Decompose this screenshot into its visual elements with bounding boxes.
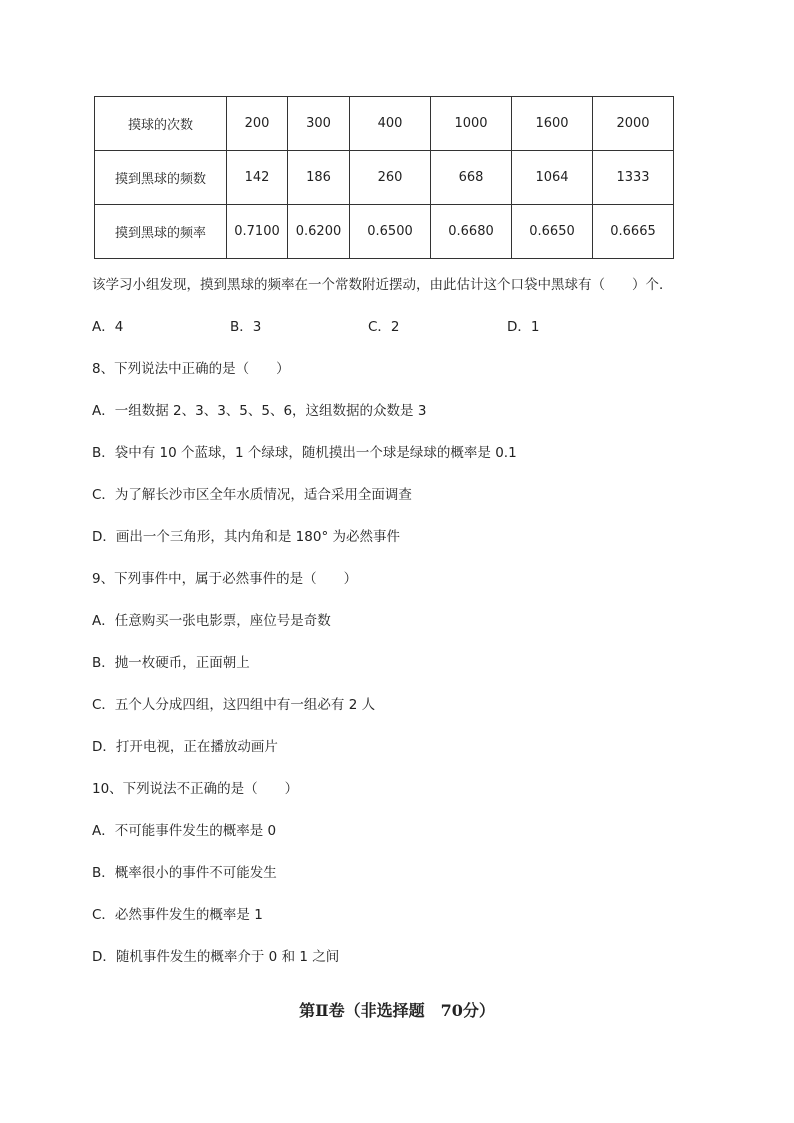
table-cell: 1600 xyxy=(512,97,593,151)
table-cell: 142 xyxy=(227,151,288,205)
q10-option-b: B．概率很小的事件不可能发生 xyxy=(92,865,277,881)
row-header: 摸到黑球的频率 xyxy=(95,205,227,259)
table-cell: 0.6680 xyxy=(431,205,512,259)
table-cell: 0.6650 xyxy=(512,205,593,259)
table-row xyxy=(95,151,674,205)
table-cell: 1333 xyxy=(593,151,674,205)
row-header: 摸到黑球的频数 xyxy=(95,151,227,205)
q9-option-d: D．打开电视，正在播放动画片 xyxy=(92,739,278,755)
table-cell: 0.6200 xyxy=(288,205,350,259)
q8-stem: 8、下列说法中正确的是（ ） xyxy=(92,361,290,377)
table-cell: 260 xyxy=(350,151,431,205)
q7-option-c: C．2 xyxy=(368,319,400,335)
table-row xyxy=(95,97,674,151)
table-cell: 668 xyxy=(431,151,512,205)
q10-option-a: A．不可能事件发生的概率是 0 xyxy=(92,823,277,839)
q9-option-a: A．任意购买一张电影票，座位号是奇数 xyxy=(92,613,331,629)
q7-stem: 该学习小组发现，摸到黑球的频率在一个常数附近摆动，由此估计这个口袋中黑球有（ ）个． xyxy=(92,277,673,293)
q10-option-c: C．必然事件发生的概率是 1 xyxy=(92,907,263,923)
q7-option-a: A．4 xyxy=(92,319,124,335)
q7-option-b: B．3 xyxy=(230,319,262,335)
q9-option-c: C．五个人分成四组，这四组中有一组必有 2 人 xyxy=(92,697,376,713)
table-row xyxy=(95,205,674,259)
table-cell: 200 xyxy=(227,97,288,151)
table-cell: 300 xyxy=(288,97,350,151)
table-cell: 1000 xyxy=(431,97,512,151)
q8-option-b: B．袋中有 10 个蓝球，1 个绿球，随机摸出一个球是绿球的概率是 0.1 xyxy=(92,445,517,461)
q9-option-b: B．抛一枚硬币，正面朝上 xyxy=(92,655,250,671)
table-cell: 186 xyxy=(288,151,350,205)
q10-option-d: D．随机事件发生的概率介于 0 和 1 之间 xyxy=(92,949,340,965)
frequency-table xyxy=(94,96,674,259)
table-cell: 0.6665 xyxy=(593,205,674,259)
q8-option-a: A．一组数据 2、3、3、5、5、6，这组数据的众数是 3 xyxy=(92,403,427,419)
row-header: 摸球的次数 xyxy=(95,97,227,151)
table-cell: 0.6500 xyxy=(350,205,431,259)
q10-stem: 10、下列说法不正确的是（ ） xyxy=(92,781,299,797)
table-cell: 1064 xyxy=(512,151,593,205)
q8-option-d: D．画出一个三角形，其内角和是 180° 为必然事件 xyxy=(92,529,400,545)
section-title: 第Ⅱ卷（非选择题 70分） xyxy=(299,1001,495,1020)
q7-option-d: D．1 xyxy=(507,319,540,335)
table-cell: 400 xyxy=(350,97,431,151)
q8-option-c: C．为了解长沙市区全年水质情况，适合采用全面调查 xyxy=(92,487,412,503)
table-cell: 0.7100 xyxy=(227,205,288,259)
table-cell: 2000 xyxy=(593,97,674,151)
q9-stem: 9、下列事件中，属于必然事件的是（ ） xyxy=(92,571,358,587)
